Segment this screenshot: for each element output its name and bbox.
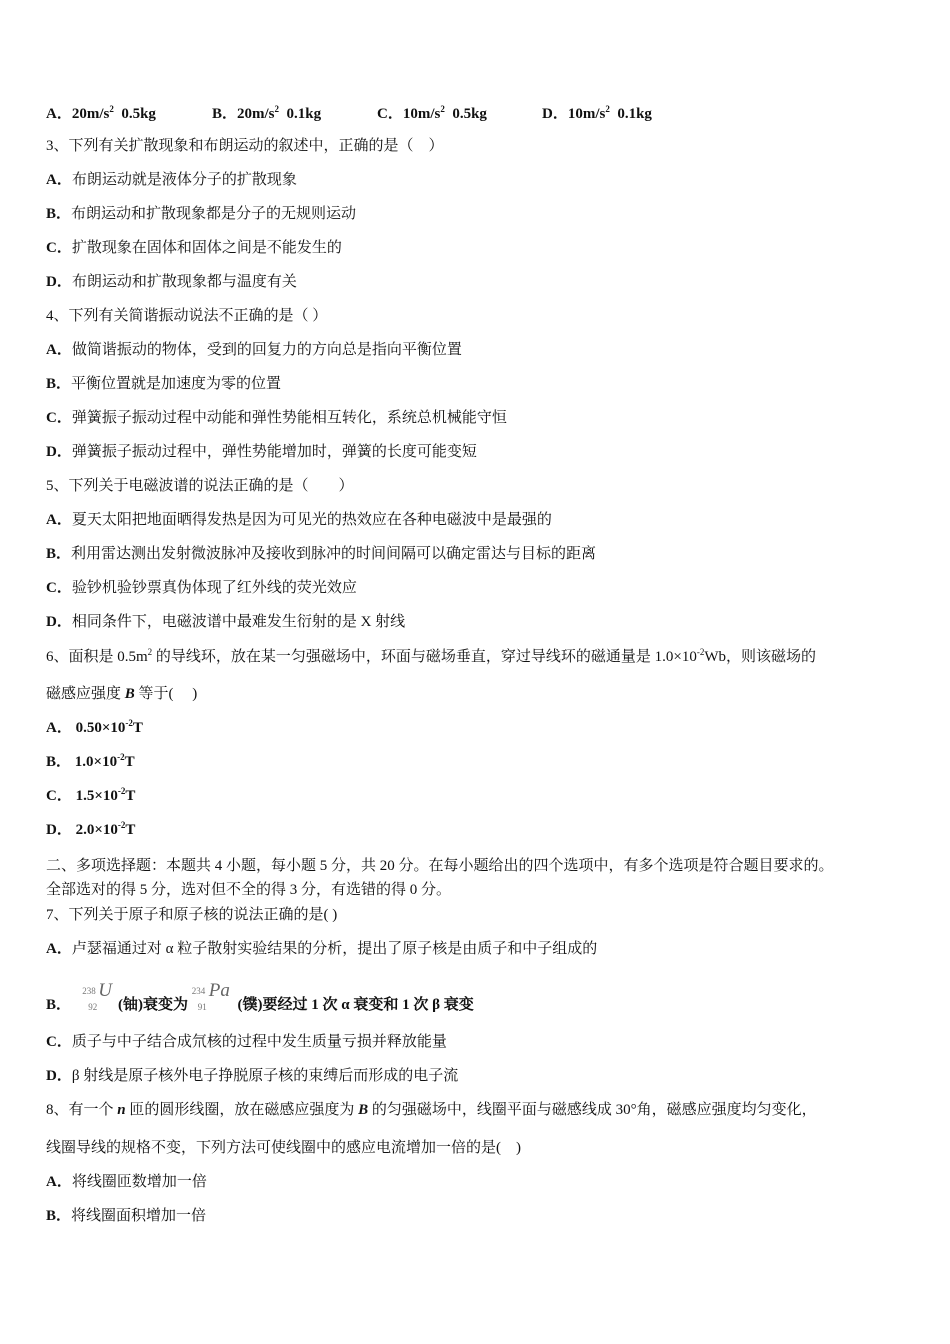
q3-stem: 3、下列有关扩散现象和布朗运动的叙述中，正确的是（ ） [46, 138, 444, 154]
q5-option-c: C．验钞机验钞票真伪体现了红外线的荧光效应 [46, 580, 357, 596]
q5-option-d: D．相同条件下，电磁波谱中最难发生衍射的是 X 射线 [46, 614, 406, 630]
q5-option-a: A．夏天太阳把地面晒得发热是因为可见光的热效应在各种电磁波中是最强的 [46, 512, 552, 528]
q8-option-b: B．将线圈面积增加一倍 [46, 1208, 207, 1224]
var-n: n [117, 1102, 126, 1118]
q7-option-d: D．β 射线是原子核外电子挣脱原子核的束缚后而形成的电子流 [46, 1068, 459, 1084]
q4-option-b: B．平衡位置就是加速度为零的位置 [46, 376, 282, 392]
q5-option-b: B．利用雷达测出发射微波脉冲及接收到脉冲的时间间隔可以确定雷达与目标的距离 [46, 546, 597, 562]
q6-stem-line1: 6、面积是 $0.5m^2$ 的导线环，放在某一匀强磁场中，环面与磁场垂直，穿过导线环的磁通量是 $1.0\times 10^{-2}Wb$，则该磁场的 [46, 647, 817, 665]
section2-instructions-line1: 二、多项选择题：本题共 4 小题，每小题 5 分，共 20 分。在每小题给出的四个选项中，有多个选项是符合题目要求的。 [46, 858, 834, 874]
q8-stem-line2: 线圈导线的规格不变，下列方法可使线圈中的感应电流增加一倍的是( ) [46, 1140, 521, 1156]
q4-option-a: A．做简谐振动的物体，受到的回复力的方向总是指向平衡位置 [46, 342, 462, 358]
var-b: B [124, 686, 135, 702]
q2-option-b: B．$20m/s^2$ 0.1kg [212, 104, 322, 122]
q6-stem-line2: 磁感应强度 B 等于( ) [46, 686, 198, 702]
q2-option-a: A．$20m/s^2$ 0.5kg [46, 104, 156, 122]
q3-option-d: D．布朗运动和扩散现象都与温度有关 [46, 274, 297, 290]
q7-option-a: A．卢瑟福通过对 α 粒子散射实验结果的分析，提出了原子核是由质子和中子组成的 [46, 941, 598, 957]
q4-option-c: C．弹簧振子振动过程中动能和弹性势能相互转化，系统总机械能守恒 [46, 410, 507, 426]
section2-instructions-line2: 全部选对的得 5 分，选对但不全的得 3 分，有选错的得 0 分。 [46, 882, 452, 898]
q5-stem: 5、下列关于电磁波谱的说法正确的是（ ） [46, 478, 354, 494]
q6-option-b: B． $1.0\times 10^{-2}T$ [46, 752, 135, 770]
q3-option-b: B．布朗运动和扩散现象都是分子的无规则运动 [46, 206, 357, 222]
q7-option-c: C．质子与中子结合成氘核的过程中发生质量亏损并释放能量 [46, 1034, 447, 1050]
q8-stem-line1: 8、有一个 n 匝的圆形线圈，放在磁感应强度为 B 的匀强磁场中，线圈平面与磁感线成 30°角，磁感应强度均匀变化， [46, 1102, 817, 1118]
q4-stem: 4、下列有关简谐振动说法不正确的是（ ） [46, 308, 328, 324]
q4-option-d: D．弹簧振子振动过程中，弹性势能增加时，弹簧的长度可能变短 [46, 444, 477, 460]
q6-option-d: D． $2.0\times 10^{-2}T$ [46, 820, 136, 838]
q2-option-d: D．$10m/s^2$ 0.1kg [542, 104, 652, 122]
q8-option-a: A．将线圈匝数增加一倍 [46, 1174, 207, 1190]
q3-option-a: A．布朗运动就是液体分子的扩散现象 [46, 172, 297, 188]
q7-stem: 7、下列关于原子和原子核的说法正确的是( ) [46, 907, 338, 923]
uranium-isotope-symbol: 238 92 U [82, 980, 112, 1012]
var-b: B [358, 1102, 369, 1118]
q6-option-a: A． $0.50\times 10^{-2}T$ [46, 718, 143, 736]
q2-option-c: C．$10m/s^2$ 0.5kg [377, 104, 487, 122]
q6-option-c: C． $1.5\times 10^{-2}T$ [46, 786, 136, 804]
q3-option-c: C．扩散现象在固体和固体之间是不能发生的 [46, 240, 342, 256]
q7-option-b: B． 238 92 U (铀)衰变为 234 91 Pa (镤)要经过 1 次 α 衰变和 1 次 β 衰变 [46, 980, 474, 1013]
protactinium-isotope-symbol: 234 91 Pa [191, 980, 230, 1012]
